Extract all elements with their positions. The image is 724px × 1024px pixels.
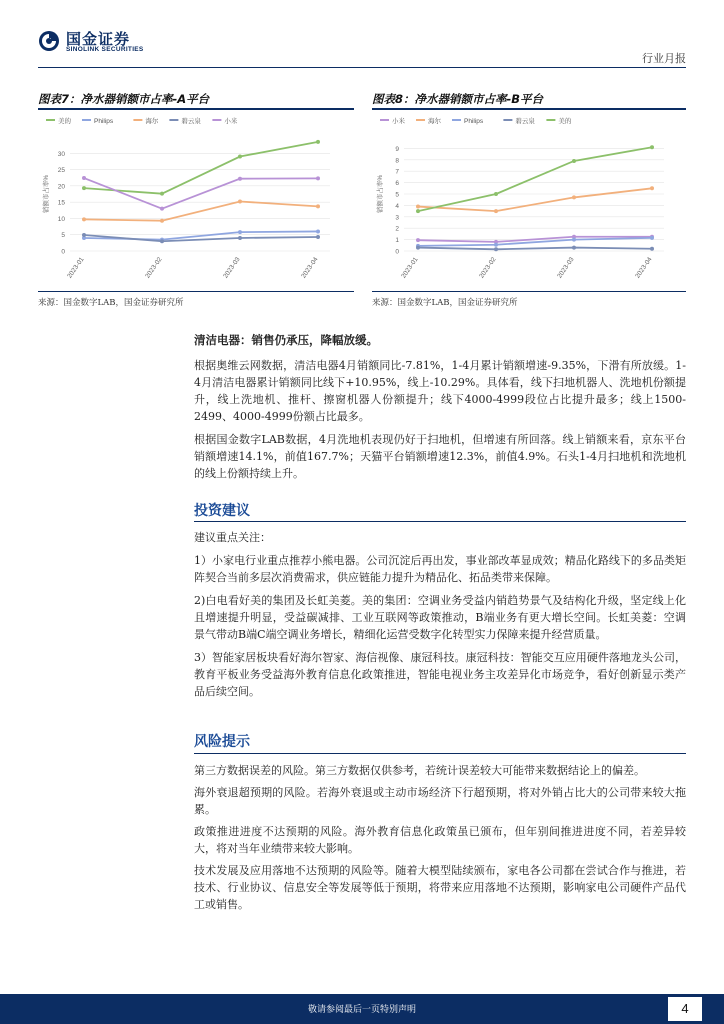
data-point-4-2 [238, 177, 242, 181]
x-tick-label-3: 2023-04 [634, 256, 654, 280]
legend-label-1: Philips [94, 118, 114, 125]
y-tick-label-1: 1 [395, 237, 399, 245]
invest-paragraph-3: 3）智能家居板块看好海尔智家、海信视像、康冠科技。康冠科技：智能交互应用硬件落地龙头公司，教育平板业务受益海外教育信息化政策推进，智能电视业务主攻差异化市场竞争，看好创新显示类产品后续空间。 [194, 651, 686, 698]
figure-7-title: 图表7：净水器销额市占率-A平台 [38, 92, 210, 106]
data-point-3-1 [160, 239, 164, 243]
y-tick-label-1: 5 [61, 232, 65, 240]
y-tick-label-7: 7 [395, 168, 399, 176]
data-point-3-2 [572, 246, 576, 250]
data-point-0-1 [160, 192, 164, 196]
y-tick-label-5: 5 [395, 191, 399, 199]
data-point-2-1 [160, 219, 164, 223]
cleaning-paragraph-2: 根据国金数字LAB数据，4月洗地机表现仍好于扫地机，但增速有所回落。线上销额来看，京东平台销额增速14.1%，前值167.7%；天猫平台销额增速12.3%，前值4.9%。石头1-4月扫地机和洗地机的线上份额持续上升。 [194, 433, 686, 480]
figure-8-rule [372, 108, 686, 110]
x-tick-label-3: 2023-04 [300, 256, 320, 280]
data-point-1-3 [316, 229, 320, 233]
data-point-2-1 [494, 243, 498, 247]
figure-8-chart [374, 111, 684, 293]
data-point-1-1 [494, 209, 498, 213]
cleaning-heading: 清洁电器：销售仍承压，降幅放缓。 [194, 333, 378, 347]
y-tick-label-2: 10 [57, 215, 65, 223]
data-point-2-0 [82, 217, 86, 221]
data-point-0-3 [316, 140, 320, 144]
risk-paragraph-1: 第三方数据误差的风险。第三方数据仅供参考，若统计误差较大可能带来数据结论上的偏差。 [194, 764, 645, 777]
y-tick-label-0: 0 [61, 248, 65, 256]
y-tick-label-9: 9 [395, 145, 399, 153]
page-header [0, 0, 724, 72]
x-tick-label-2: 2023-03 [556, 256, 576, 280]
risk-paragraph-2: 海外衰退超预期的风险。若海外衰退或主动市场经济下行超预期，将对外销占比大的公司带来较大拖累。 [194, 786, 686, 816]
legend-label-4: 美的 [558, 118, 572, 125]
header-rule [38, 67, 686, 68]
x-tick-label-2: 2023-03 [222, 256, 242, 280]
y-tick-label-0: 0 [395, 248, 399, 256]
y-tick-label-8: 8 [395, 157, 399, 165]
logo-text-en: SINOLINK SECURITIES [66, 46, 144, 53]
data-point-3-1 [494, 247, 498, 251]
legend-label-3: 碧云泉 [515, 118, 535, 125]
data-point-4-0 [416, 209, 420, 213]
doc-type-label: 行业月报 [642, 52, 686, 65]
x-tick-label-1: 2023-02 [478, 256, 498, 280]
data-point-3-0 [416, 246, 420, 250]
y-tick-label-5: 25 [57, 167, 65, 175]
x-tick-label-0: 2023-01 [400, 256, 420, 280]
x-tick-label-0: 2023-01 [66, 256, 86, 280]
series-line-3 [418, 248, 652, 250]
data-point-2-3 [650, 236, 654, 240]
figure-7-source-rule [38, 291, 354, 292]
invest-intro: 建议重点关注： [194, 531, 271, 544]
x-tick-label-1: 2023-02 [144, 256, 164, 280]
data-point-4-3 [650, 145, 654, 149]
y-axis-label: 销额市占率% [377, 174, 384, 214]
figure-8-source: 来源：国金数字LAB，国金证券研究所 [372, 298, 518, 308]
data-point-2-2 [238, 199, 242, 203]
cleaning-paragraph-1: 根据奥维云网数据，清洁电器4月销额同比-7.81%，1-4月累计销额增速-9.35%，下滑有所放缓。1-4月清洁电器累计销额同比线下+10.95%，线上-10.29%。具体看，线下扫地机器人、洗地机份额提升，线上洗地机、推杆、擦窗机器人份额提升；线下4000-4999段位占比提升最多；线上1500-2499、4000-4999份额占比最多。 [194, 359, 686, 423]
data-point-3-2 [238, 236, 242, 240]
data-point-3-3 [650, 247, 654, 251]
risk-section [194, 762, 686, 913]
y-tick-label-3: 15 [57, 199, 65, 207]
invest-section [194, 529, 686, 700]
invest-section-rule [194, 521, 686, 522]
data-point-3-3 [316, 235, 320, 239]
data-point-3-0 [82, 233, 86, 237]
cleaning-section [194, 332, 686, 482]
risk-section-title: 风险提示 [194, 734, 250, 750]
series-line-1 [418, 188, 652, 211]
figure-7-rule [38, 108, 354, 110]
data-point-4-0 [82, 176, 86, 180]
data-point-4-1 [494, 192, 498, 196]
figure-8-source-rule [372, 291, 686, 292]
data-point-0-0 [416, 238, 420, 242]
data-point-2-2 [572, 238, 576, 242]
risk-section-rule [194, 753, 686, 754]
series-line-2 [84, 201, 318, 220]
data-point-1-2 [238, 230, 242, 234]
data-point-1-3 [650, 186, 654, 190]
invest-section-title: 投资建议 [194, 503, 250, 519]
logo-text-cn: 国金证券 [66, 30, 131, 48]
sinolink-logo-icon [38, 30, 60, 52]
legend-label-0: 小米 [392, 118, 405, 125]
invest-paragraph-1: 1）小家电行业重点推荐小熊电器。公司沉淀后再出发，事业部改革显成效；精品化路线下的多品类矩阵契合当前多层次消费需求，供应链能力提升为精品化、拓品类带来保障。 [194, 554, 686, 584]
figure-7-source: 来源：国金数字LAB，国金证券研究所 [38, 298, 184, 308]
legend-label-0: 美的 [58, 118, 71, 125]
figure-7-chart [40, 111, 350, 293]
legend-label-3: 碧云泉 [181, 118, 201, 125]
risk-paragraph-3: 政策推进进度不达预期的风险。海外教育信息化政策虽已颁布，但年别间推进进度不同，若差异较大，将对当年业绩带来较大影响。 [194, 825, 686, 855]
legend-label-4: 小米 [224, 118, 238, 125]
legend-label-2: 海尔 [145, 118, 159, 125]
data-point-1-0 [416, 205, 420, 209]
y-tick-label-6: 6 [395, 180, 399, 188]
data-point-4-1 [160, 207, 164, 211]
footer-disclaimer-link[interactable]: 敬请参阅最后一页特别声明 [307, 1005, 416, 1015]
y-tick-label-4: 4 [395, 202, 399, 210]
risk-paragraph-4: 技术发展及应用落地不达预期的风险等。随着大模型陆续颁布，家电各公司都在尝试合作与推进，若技术、行业协议、信息安全等发展等低于预期，将带来应用落地不达预期，影响家电公司硬件产品代工或销售。 [194, 864, 686, 911]
data-point-0-0 [82, 186, 86, 190]
y-tick-label-2: 2 [395, 225, 399, 233]
legend-label-2: Philips [464, 118, 484, 125]
y-axis-label: 销额市占率% [43, 174, 50, 214]
y-tick-label-3: 3 [395, 214, 399, 222]
data-point-4-2 [572, 159, 576, 163]
figure-8-title: 图表8：净水器销额市占率-B平台 [372, 92, 544, 106]
y-tick-label-6: 30 [57, 150, 65, 158]
legend-label-1: 海尔 [428, 118, 441, 125]
y-tick-label-4: 20 [57, 183, 65, 191]
series-line-4 [418, 147, 652, 211]
data-point-2-3 [316, 204, 320, 208]
invest-paragraph-2: 2)白电看好美的集团及长虹美菱。美的集团：空调业务受益内销趋势景气及结构化升级，坚定线上化且增速提升明显，受益碳减排、工业互联网等政策推动，B端业务有更大增长空间。长虹美菱：空调景气带动B端C端空调业务增长，精细化运营受数字化转型实力保障来提升经营质量。 [194, 594, 686, 641]
data-point-0-2 [238, 155, 242, 159]
data-point-1-2 [572, 195, 576, 199]
page-number: 4 [668, 997, 702, 1021]
data-point-4-3 [316, 176, 320, 180]
